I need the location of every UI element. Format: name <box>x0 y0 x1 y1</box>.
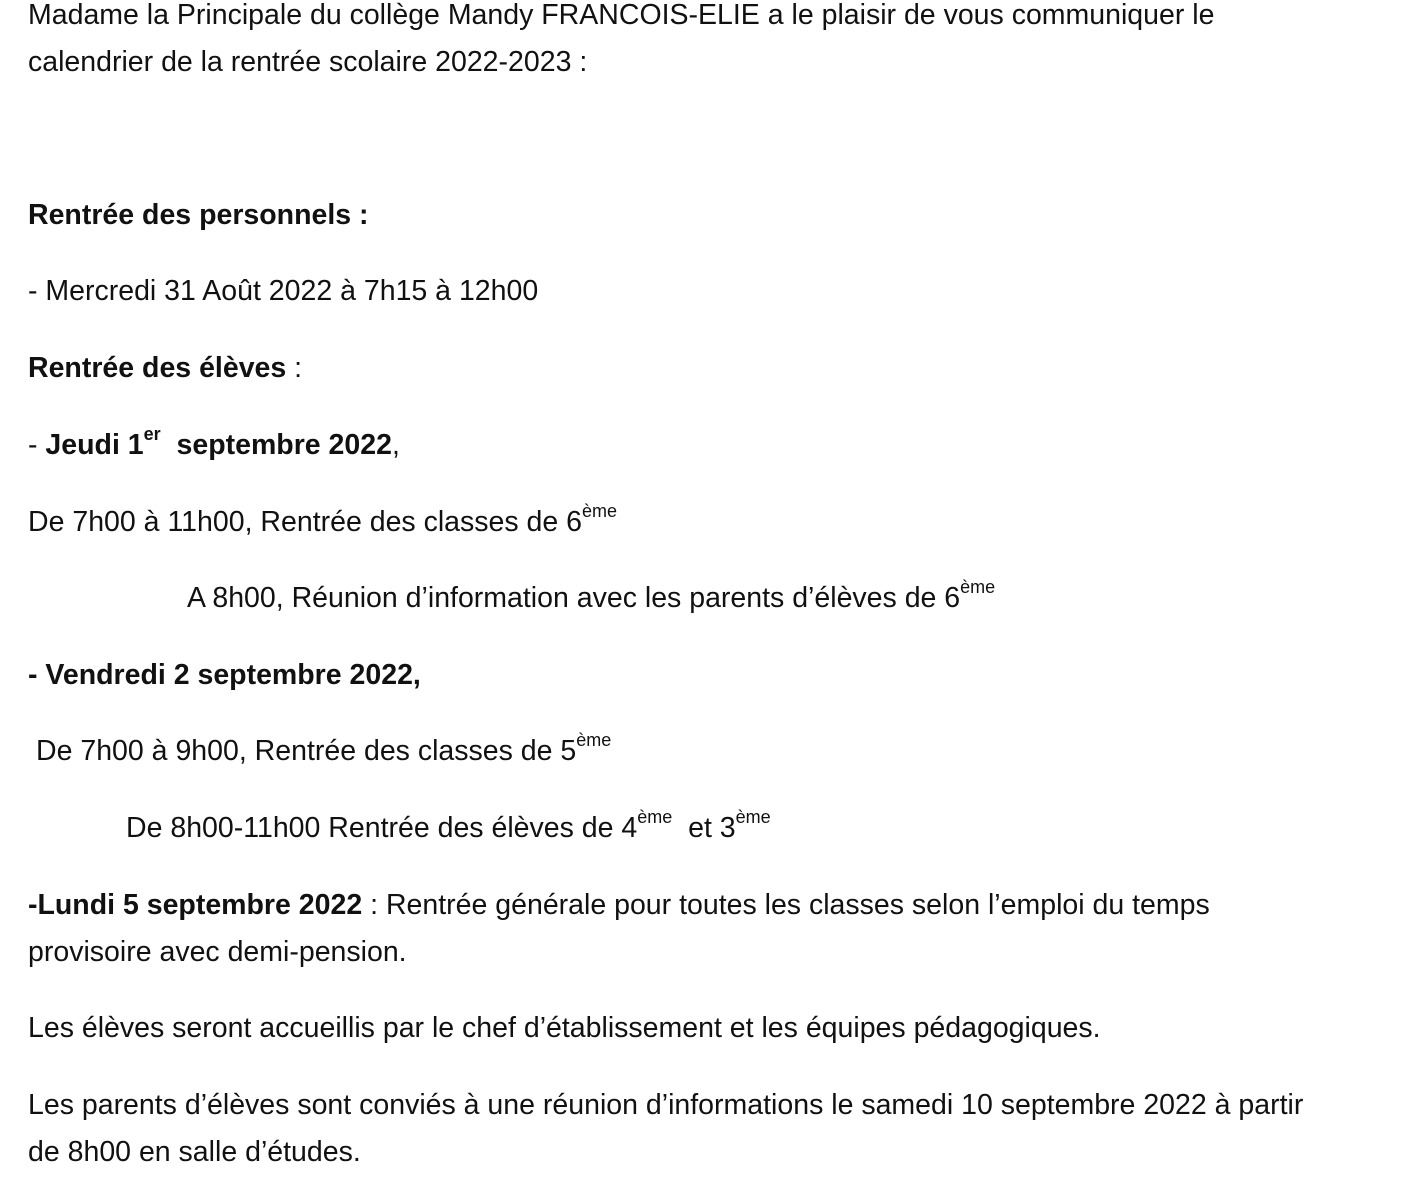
friday-entry-2: De 8h00-11h00 Rentrée des élèves de 4ème et 3ème <box>126 807 771 844</box>
intro-line-2: calendrier de la rentrée scolaire 2022-2023 : <box>28 46 588 78</box>
staff-date: - Mercredi 31 Août 2022 à 7h15 à 12h00 <box>28 275 539 307</box>
friday-entry-2-text-a: De 8h00-11h00 Rentrée des élèves de 4 <box>126 812 638 844</box>
parents-meeting-line-1: Les parents d’élèves sont conviés à une réunion d’informations le samedi 10 septembre 2022 à partir <box>28 1089 1304 1121</box>
monday-heading: -Lundi 5 septembre 2022 <box>28 889 363 921</box>
monday-line-1 <box>28 882 1210 929</box>
students-heading: Rentrée des élèves <box>28 352 287 384</box>
friday-entry-1: De 7h00 à 9h00, Rentrée des classes de 5ème <box>36 730 612 767</box>
thursday-entry-2-text: A 8h00, Réunion d’information avec les parents d’élèves de 6 <box>187 582 961 614</box>
friday-entry-1-text: De 7h00 à 9h00, Rentrée des classes de 5 <box>36 735 577 767</box>
students-heading-suffix: : <box>286 352 303 384</box>
parents-meeting-line-2: de 8h00 en salle d’études. <box>28 1136 361 1168</box>
welcome-line: Les élèves seront accueillis par le chef d’établissement et les équipes pédagogiques. <box>28 1012 1101 1044</box>
thursday-comma: , <box>391 429 400 461</box>
monday-line-2: provisoire avec demi-pension. <box>28 936 407 968</box>
thursday-entry-1-text: De 7h00 à 11h00, Rentrée des classes de 6 <box>28 506 583 538</box>
thursday-dash: - <box>28 429 46 461</box>
thursday-day-rest: septembre 2022 <box>160 429 392 461</box>
thursday-day: Jeudi 1 <box>45 429 144 461</box>
students-heading-line <box>28 345 302 392</box>
thursday-heading: - Jeudi 1er septembre 2022, <box>28 424 400 461</box>
monday-text-1: : Rentrée générale pour toutes les classes selon l’emploi du temps <box>362 889 1210 921</box>
staff-heading: Rentrée des personnels : <box>28 199 369 231</box>
friday-heading: - Vendredi 2 septembre 2022, <box>28 659 421 691</box>
intro-line-1: Madame la Principale du collège Mandy FRANCOIS-ELIE a le plaisir de vous communiquer le <box>28 0 1215 31</box>
thursday-entry-1: De 7h00 à 11h00, Rentrée des classes de 6ème <box>28 501 618 538</box>
thursday-entry-2: A 8h00, Réunion d’information avec les parents d’élèves de 6ème <box>187 577 996 614</box>
friday-entry-2-text-b: et 3 <box>672 812 736 844</box>
